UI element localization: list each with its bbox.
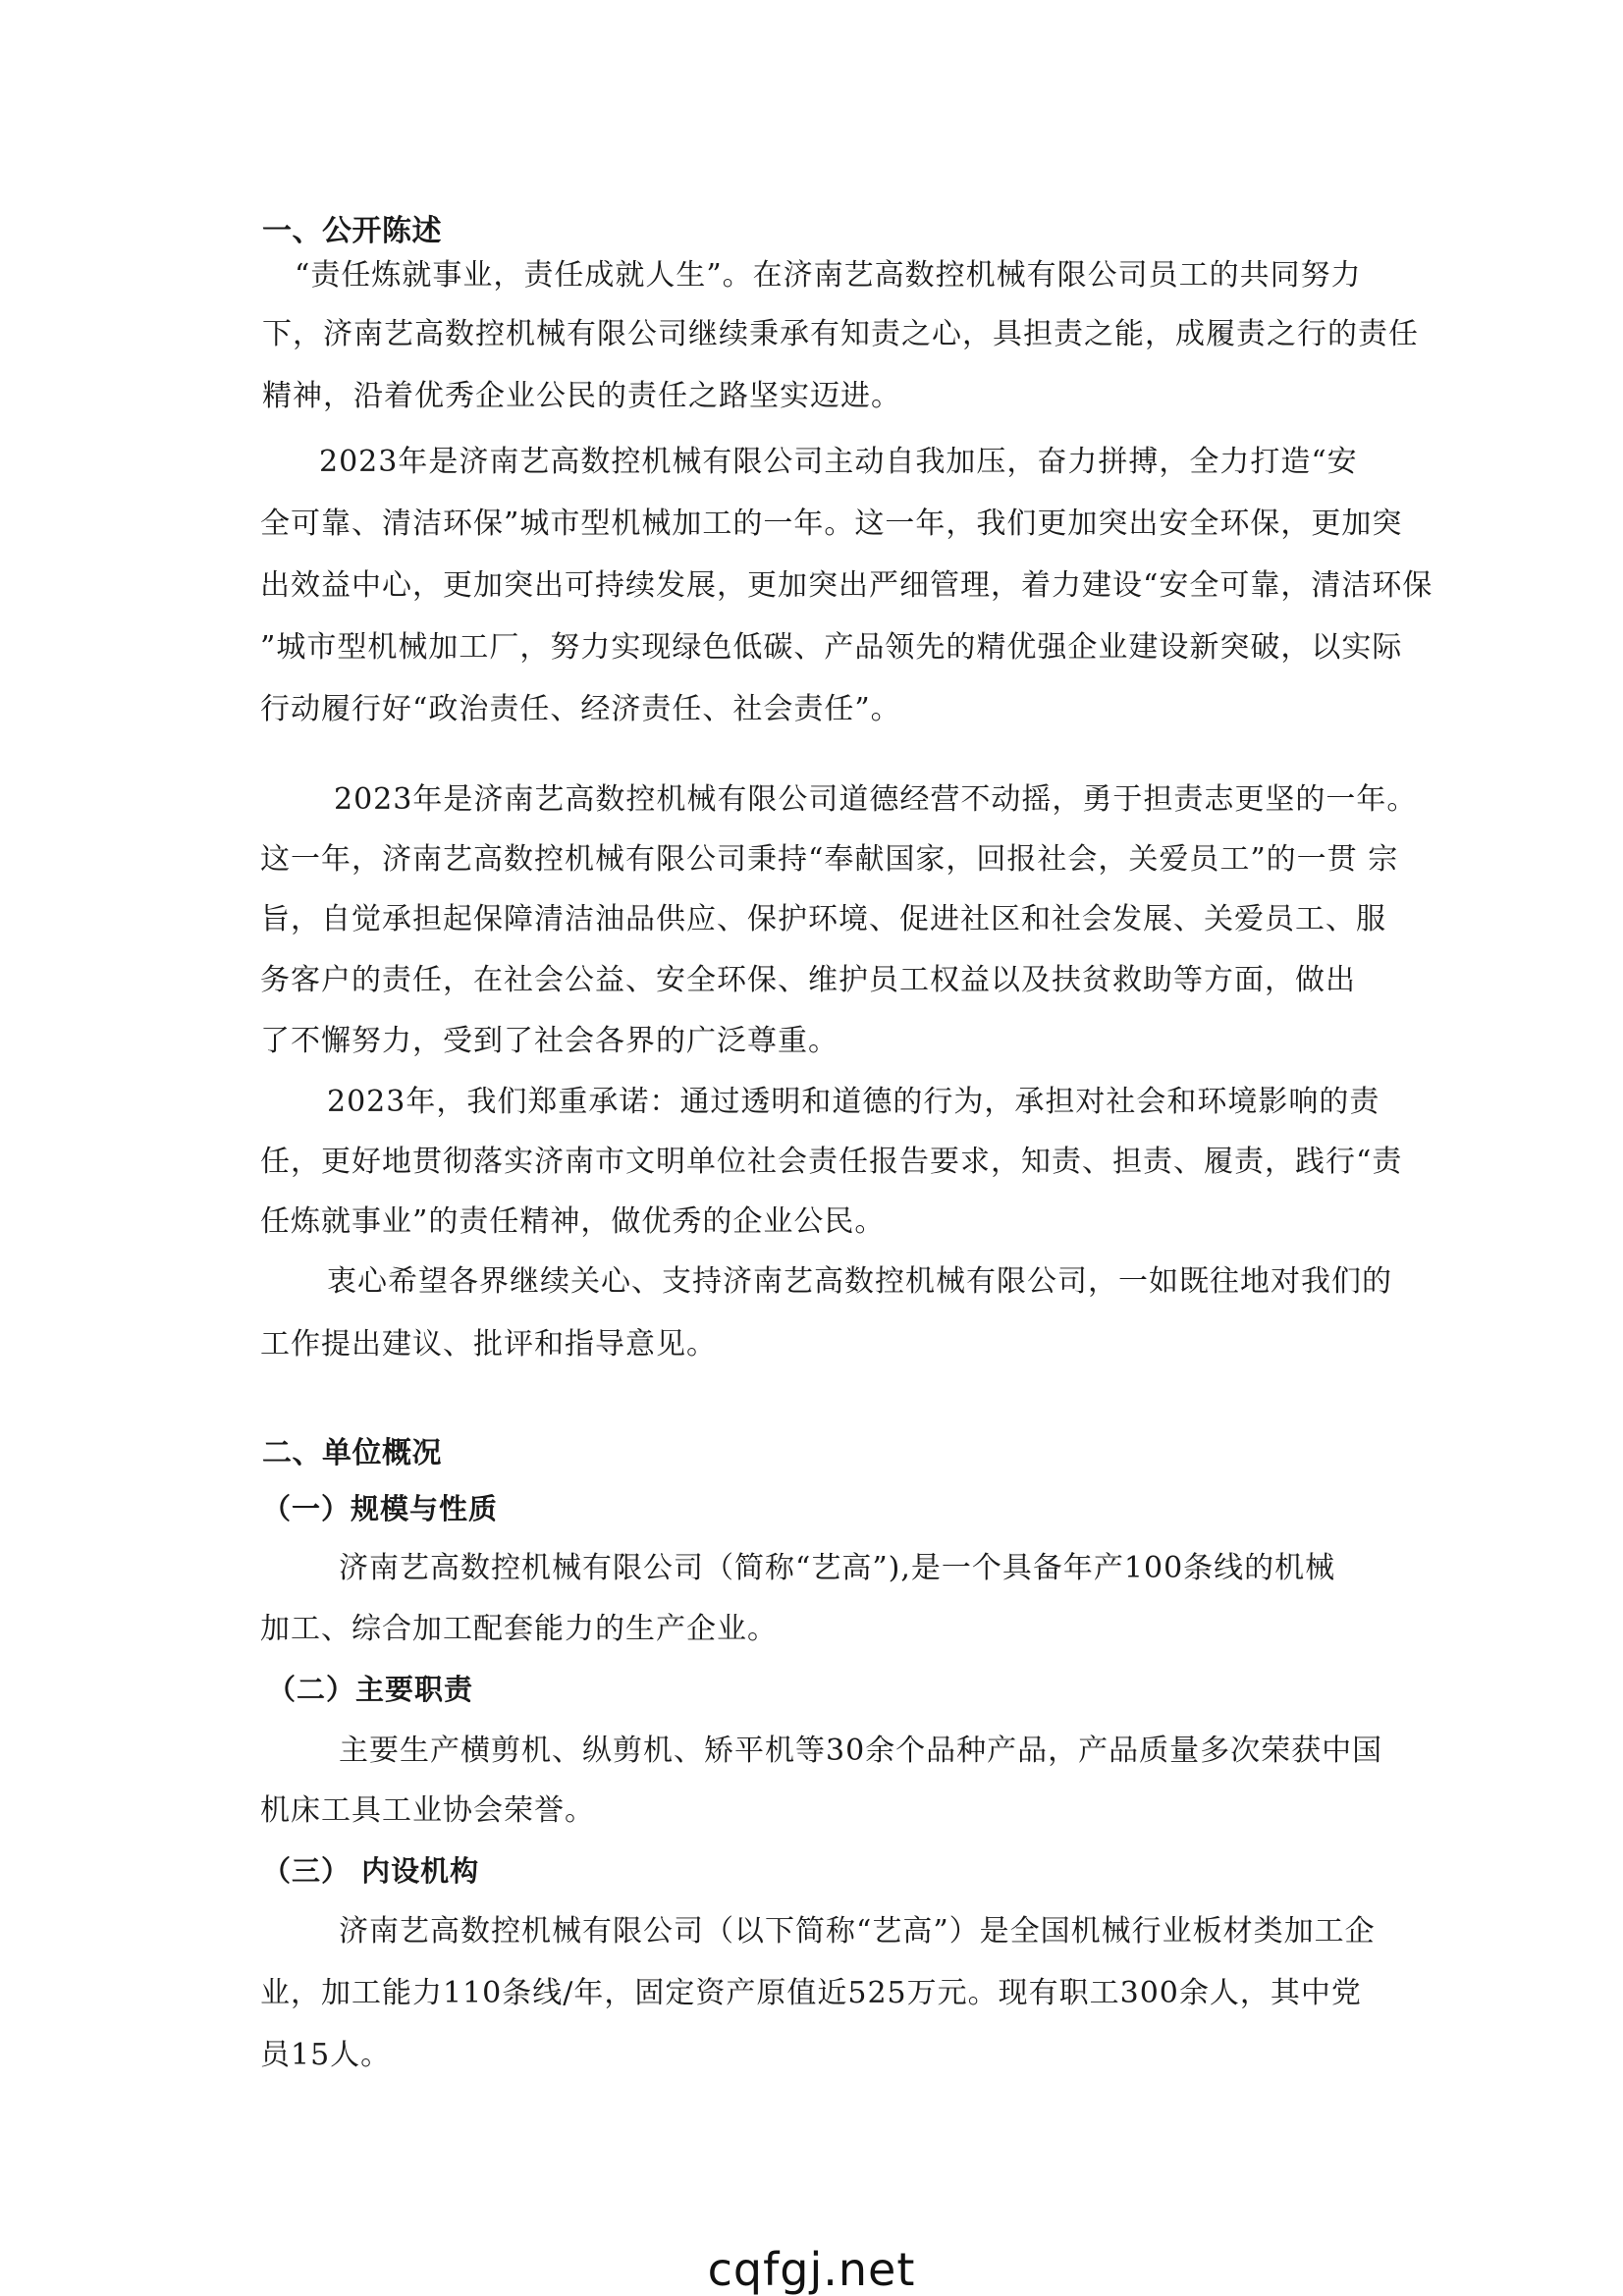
paragraph-line: 业，加工能力110条线/年，固定资产原值近525万元。现有职工300余人，其中党: [260, 1976, 1362, 2010]
subsection-heading-duties: （二）主要职责: [267, 1673, 474, 1706]
subsection-heading-scale: （一）规模与性质: [262, 1492, 499, 1525]
paragraph-line: 了不懈努力，受到了社会各界的广泛尊重。: [260, 1024, 839, 1058]
paragraph-line: 衷心希望各界继续关心、支持济南艺高数控机械有限公司，一如既往地对我们的: [327, 1264, 1392, 1299]
section-heading-public-statement: 一、公开陈述: [262, 214, 442, 248]
paragraph-line: 员15人。: [260, 2038, 392, 2072]
subsection-heading-structure: （三） 内设机构: [262, 1854, 480, 1888]
paragraph-line: ”城市型机械加工厂，努力实现绿色低碳、产品领先的精优强企业建设新突破，以实际: [260, 630, 1403, 665]
paragraph-line: 全可靠、清洁环保”城市型机械加工的一年。这一年，我们更加突出安全环保，更加突: [260, 507, 1403, 541]
paragraph-line: 机床工具工业协会荣誉。: [260, 1793, 595, 1828]
paragraph-line: 2023年是济南艺高数控机械有限公司主动自我加压，奋力拼搏，全力打造“安: [319, 445, 1358, 479]
paragraph-line: 下，济南艺高数控机械有限公司继续秉承有知责之心，具担责之能，成履责之行的责任: [262, 317, 1419, 351]
watermark-text: cqfgj.net: [707, 2243, 916, 2296]
paragraph-line: 出效益中心，更加突出可持续发展，更加突出严细管理，着力建设“安全可靠，清洁环保: [260, 568, 1434, 603]
paragraph-line: 加工、综合加工配套能力的生产企业。: [260, 1612, 778, 1646]
paragraph-line: “责任炼就事业，责任成就人生”。在济南艺高数控机械有限公司员工的共同努力: [295, 258, 1362, 293]
paragraph-line: 这一年，济南艺高数控机械有限公司秉持“奉献国家，回报社会，关爱员工”的一贯 宗: [260, 842, 1399, 877]
paragraph-line: 2023年，我们郑重承诺：通过透明和道德的行为，承担对社会和环境影响的责: [327, 1085, 1380, 1119]
paragraph-line: 主要生产横剪机、纵剪机、矫平机等30余个品种产品，产品质量多次荣获中国: [339, 1734, 1383, 1768]
paragraph-line: 济南艺高数控机械有限公司（简称“艺高”),是一个具备年产100条线的机械: [339, 1551, 1336, 1585]
paragraph-line: 务客户的责任，在社会公益、安全环保、维护员工权益以及扶贫救助等方面，做出: [260, 963, 1356, 997]
paragraph-line: 精神，沿着优秀企业公民的责任之路坚实迈进。: [262, 379, 901, 413]
section-heading-unit-overview: 二、单位概况: [262, 1436, 442, 1470]
paragraph-line: 工作提出建议、批评和指导意见。: [260, 1327, 717, 1362]
paragraph-line: 行动履行好“政治责任、经济责任、社会责任”。: [260, 692, 901, 726]
paragraph-line: 旨，自觉承担起保障清洁油品供应、保护环境、促进社区和社会发展、关爱员工、服: [260, 902, 1386, 936]
paragraph-line: 济南艺高数控机械有限公司（以下简称“艺高”）是全国机械行业板材类加工企: [339, 1914, 1376, 1949]
paragraph-line: 任，更好地贯彻落实济南市文明单位社会责任报告要求，知责、担责、履责，践行“责: [260, 1145, 1403, 1179]
paragraph-line: 任炼就事业”的责任精神，做优秀的企业公民。: [260, 1204, 886, 1239]
paragraph-line: 2023年是济南艺高数控机械有限公司道德经营不动摇，勇于担责志更坚的一年。: [334, 782, 1418, 817]
